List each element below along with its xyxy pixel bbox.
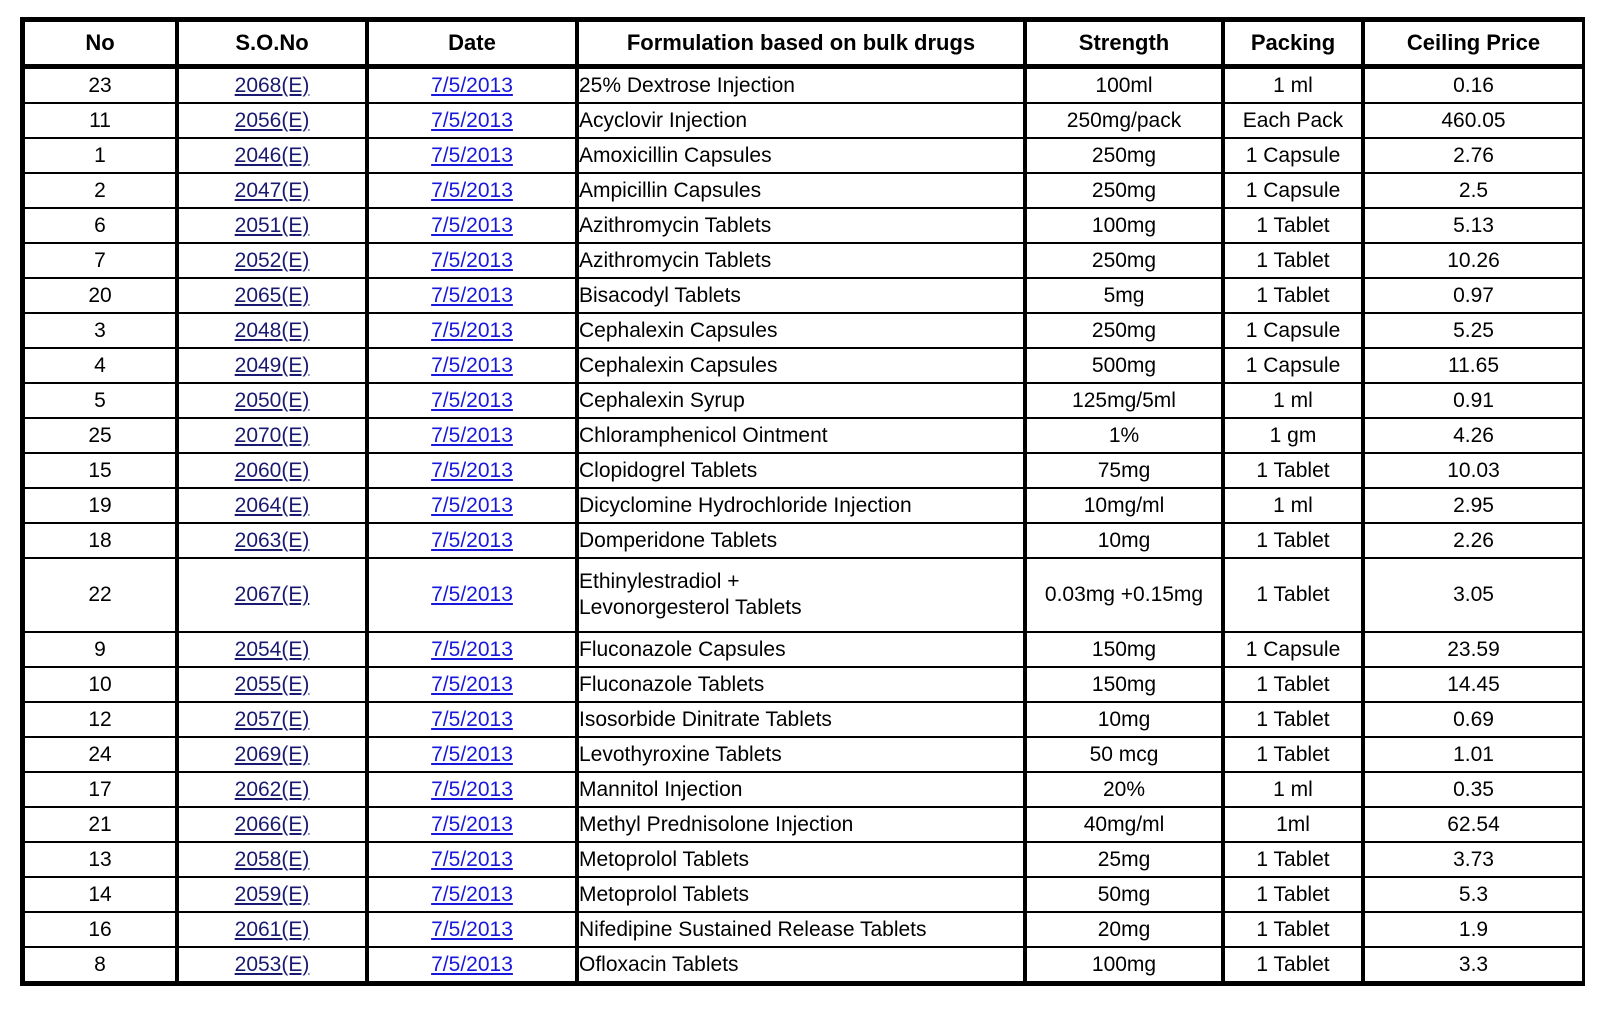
cell-sono[interactable] xyxy=(177,348,367,383)
cell-no: 3 xyxy=(25,313,177,348)
cell-formulation: Cephalexin Capsules xyxy=(577,313,1025,348)
cell-ceiling-price: 23.59 xyxy=(1363,632,1582,667)
cell-packing: 1 Tablet xyxy=(1223,278,1363,313)
sono-link[interactable]: 2070(E) xyxy=(234,423,310,447)
sono-link[interactable]: 2058(E) xyxy=(234,847,310,871)
cell-formulation: Chloramphenicol Ointment xyxy=(577,418,1025,453)
date-link[interactable]: 7/5/2013 xyxy=(431,777,513,801)
table-row xyxy=(25,453,1582,488)
cell-sono[interactable] xyxy=(177,702,367,737)
date-link[interactable]: 7/5/2013 xyxy=(431,143,513,167)
cell-formulation: Domperidone Tablets xyxy=(577,523,1025,558)
date-link[interactable]: 7/5/2013 xyxy=(431,528,513,552)
table-row xyxy=(25,67,1582,104)
cell-no: 14 xyxy=(25,877,177,912)
cell-formulation: Metoprolol Tablets xyxy=(577,877,1025,912)
cell-strength: 250mg xyxy=(1025,173,1223,208)
cell-date[interactable] xyxy=(367,383,577,418)
cell-strength: 250mg xyxy=(1025,313,1223,348)
cell-sono[interactable] xyxy=(177,877,367,912)
cell-packing: 1 Tablet xyxy=(1223,947,1363,981)
cell-date[interactable] xyxy=(367,208,577,243)
table-row xyxy=(25,138,1582,173)
cell-ceiling-price: 5.3 xyxy=(1363,877,1582,912)
table-row xyxy=(25,313,1582,348)
cell-no: 22 xyxy=(25,558,177,632)
cell-no: 1 xyxy=(25,138,177,173)
sono-link[interactable]: 2047(E) xyxy=(234,178,310,202)
sono-link[interactable]: 2069(E) xyxy=(234,742,310,766)
cell-sono[interactable] xyxy=(177,488,367,523)
cell-packing: 1 ml xyxy=(1223,383,1363,418)
cell-formulation: Methyl Prednisolone Injection xyxy=(577,807,1025,842)
cell-no: 11 xyxy=(25,103,177,138)
cell-date[interactable] xyxy=(367,842,577,877)
cell-ceiling-price: 2.5 xyxy=(1363,173,1582,208)
cell-packing: 1 Tablet xyxy=(1223,453,1363,488)
table-row xyxy=(25,807,1582,842)
cell-sono[interactable] xyxy=(177,667,367,702)
table-row xyxy=(25,278,1582,313)
cell-formulation: Nifedipine Sustained Release Tablets xyxy=(577,912,1025,947)
cell-strength: 250mg/pack xyxy=(1025,103,1223,138)
cell-sono[interactable] xyxy=(177,278,367,313)
cell-formulation: Mannitol Injection xyxy=(577,772,1025,807)
cell-no: 19 xyxy=(25,488,177,523)
cell-sono[interactable] xyxy=(177,842,367,877)
cell-packing: 1 Capsule xyxy=(1223,632,1363,667)
cell-packing: 1 ml xyxy=(1223,488,1363,523)
cell-strength: 5mg xyxy=(1025,278,1223,313)
table-row xyxy=(25,558,1582,632)
sono-link[interactable]: 2048(E) xyxy=(234,318,310,342)
date-link[interactable]: 7/5/2013 xyxy=(431,812,513,836)
cell-ceiling-price: 0.91 xyxy=(1363,383,1582,418)
cell-ceiling-price: 460.05 xyxy=(1363,103,1582,138)
cell-ceiling-price: 62.54 xyxy=(1363,807,1582,842)
cell-date[interactable] xyxy=(367,138,577,173)
cell-sono[interactable] xyxy=(177,243,367,278)
cell-strength: 125mg/5ml xyxy=(1025,383,1223,418)
date-link[interactable]: 7/5/2013 xyxy=(431,318,513,342)
column-header-packing[interactable]: Packing xyxy=(1223,22,1363,67)
table-row xyxy=(25,632,1582,667)
date-link[interactable]: 7/5/2013 xyxy=(431,672,513,696)
table-row xyxy=(25,947,1582,981)
cell-ceiling-price: 0.35 xyxy=(1363,772,1582,807)
cell-strength: 150mg xyxy=(1025,632,1223,667)
cell-formulation: Bisacodyl Tablets xyxy=(577,278,1025,313)
ceiling-price-table-container xyxy=(20,17,1585,986)
cell-no: 5 xyxy=(25,383,177,418)
cell-ceiling-price: 11.65 xyxy=(1363,348,1582,383)
cell-sono[interactable] xyxy=(177,313,367,348)
cell-formulation: Amoxicillin Capsules xyxy=(577,138,1025,173)
table-row xyxy=(25,842,1582,877)
table-row xyxy=(25,523,1582,558)
date-link[interactable]: 7/5/2013 xyxy=(431,707,513,731)
date-link[interactable]: 7/5/2013 xyxy=(431,73,513,97)
date-link[interactable]: 7/5/2013 xyxy=(431,178,513,202)
cell-date[interactable] xyxy=(367,173,577,208)
table-row xyxy=(25,912,1582,947)
cell-date[interactable] xyxy=(367,667,577,702)
cell-date[interactable] xyxy=(367,278,577,313)
cell-formulation: Isosorbide Dinitrate Tablets xyxy=(577,702,1025,737)
cell-formulation: Cephalexin Syrup xyxy=(577,383,1025,418)
sono-link[interactable]: 2053(E) xyxy=(234,952,310,976)
table-row xyxy=(25,418,1582,453)
cell-no: 16 xyxy=(25,912,177,947)
table-header xyxy=(25,22,1582,67)
cell-sono[interactable] xyxy=(177,418,367,453)
cell-no: 8 xyxy=(25,947,177,981)
table-row xyxy=(25,208,1582,243)
cell-date[interactable] xyxy=(367,737,577,772)
cell-no: 9 xyxy=(25,632,177,667)
cell-ceiling-price: 2.76 xyxy=(1363,138,1582,173)
sono-link[interactable]: 2063(E) xyxy=(234,528,310,552)
cell-formulation xyxy=(577,558,1025,632)
cell-sono[interactable] xyxy=(177,632,367,667)
cell-strength: 25mg xyxy=(1025,842,1223,877)
cell-date[interactable] xyxy=(367,418,577,453)
sono-link[interactable]: 2051(E) xyxy=(234,213,310,237)
cell-formulation: Ampicillin Capsules xyxy=(577,173,1025,208)
cell-strength: 250mg xyxy=(1025,138,1223,173)
cell-date[interactable] xyxy=(367,488,577,523)
cell-packing: 1 ml xyxy=(1223,67,1363,104)
cell-strength: 10mg xyxy=(1025,702,1223,737)
cell-strength: 40mg/ml xyxy=(1025,807,1223,842)
cell-ceiling-price: 3.3 xyxy=(1363,947,1582,981)
cell-date[interactable] xyxy=(367,702,577,737)
table-body xyxy=(25,67,1582,982)
cell-packing: 1 Tablet xyxy=(1223,702,1363,737)
date-link[interactable]: 7/5/2013 xyxy=(431,458,513,482)
cell-no: 23 xyxy=(25,67,177,104)
date-link[interactable]: 7/5/2013 xyxy=(431,283,513,307)
date-link[interactable]: 7/5/2013 xyxy=(431,353,513,377)
cell-formulation: Fluconazole Capsules xyxy=(577,632,1025,667)
cell-sono[interactable] xyxy=(177,912,367,947)
cell-sono[interactable] xyxy=(177,173,367,208)
cell-strength: 75mg xyxy=(1025,453,1223,488)
table-row xyxy=(25,173,1582,208)
cell-packing: 1 Capsule xyxy=(1223,348,1363,383)
sono-link[interactable]: 2052(E) xyxy=(234,248,310,272)
formulation-line-2: Levonorgesterol Tablets xyxy=(579,596,802,619)
column-header-ceiling-price[interactable]: Ceiling Price xyxy=(1363,22,1582,67)
table-row xyxy=(25,383,1582,418)
cell-strength: 250mg xyxy=(1025,243,1223,278)
cell-ceiling-price: 0.69 xyxy=(1363,702,1582,737)
date-link[interactable]: 7/5/2013 xyxy=(431,423,513,447)
cell-strength: 10mg xyxy=(1025,523,1223,558)
table-row xyxy=(25,702,1582,737)
cell-packing: 1 Capsule xyxy=(1223,173,1363,208)
sono-link[interactable]: 2049(E) xyxy=(234,353,310,377)
cell-sono[interactable] xyxy=(177,103,367,138)
column-header-date[interactable]: Date xyxy=(367,22,577,67)
cell-sono[interactable] xyxy=(177,523,367,558)
cell-no: 2 xyxy=(25,173,177,208)
cell-date[interactable] xyxy=(367,772,577,807)
sono-link[interactable]: 2046(E) xyxy=(234,143,310,167)
cell-no: 24 xyxy=(25,737,177,772)
cell-ceiling-price: 1.9 xyxy=(1363,912,1582,947)
cell-date[interactable] xyxy=(367,912,577,947)
table-row xyxy=(25,243,1582,278)
cell-sono[interactable] xyxy=(177,453,367,488)
table-row xyxy=(25,348,1582,383)
cell-sono[interactable] xyxy=(177,558,367,632)
cell-strength: 100ml xyxy=(1025,67,1223,104)
sono-link[interactable]: 2062(E) xyxy=(234,777,310,801)
cell-packing: 1 Capsule xyxy=(1223,138,1363,173)
cell-formulation: Azithromycin Tablets xyxy=(577,243,1025,278)
column-header-no[interactable]: No xyxy=(25,22,177,67)
cell-ceiling-price: 3.05 xyxy=(1363,558,1582,632)
cell-date[interactable] xyxy=(367,243,577,278)
table-row xyxy=(25,667,1582,702)
cell-ceiling-price: 5.13 xyxy=(1363,208,1582,243)
sono-link[interactable]: 2059(E) xyxy=(234,882,310,906)
cell-no: 10 xyxy=(25,667,177,702)
cell-formulation: Fluconazole Tablets xyxy=(577,667,1025,702)
table-row xyxy=(25,877,1582,912)
cell-sono[interactable] xyxy=(177,138,367,173)
cell-no: 4 xyxy=(25,348,177,383)
table-row xyxy=(25,488,1582,523)
cell-date[interactable] xyxy=(367,807,577,842)
cell-packing: 1 Tablet xyxy=(1223,737,1363,772)
cell-strength: 1% xyxy=(1025,418,1223,453)
sono-link[interactable]: 2067(E) xyxy=(234,583,310,606)
cell-no: 18 xyxy=(25,523,177,558)
column-header-sono[interactable]: S.O.No xyxy=(177,22,367,67)
cell-date[interactable] xyxy=(367,103,577,138)
cell-strength: 10mg/ml xyxy=(1025,488,1223,523)
cell-no: 25 xyxy=(25,418,177,453)
cell-strength: 100mg xyxy=(1025,947,1223,981)
cell-formulation: Ofloxacin Tablets xyxy=(577,947,1025,981)
cell-formulation: Dicyclomine Hydrochloride Injection xyxy=(577,488,1025,523)
column-header-formulation[interactable]: Formulation based on bulk drugs xyxy=(577,22,1025,67)
cell-packing: 1 Tablet xyxy=(1223,842,1363,877)
cell-ceiling-price: 10.03 xyxy=(1363,453,1582,488)
cell-strength: 150mg xyxy=(1025,667,1223,702)
cell-packing: 1 Tablet xyxy=(1223,877,1363,912)
cell-date[interactable] xyxy=(367,632,577,667)
cell-date[interactable] xyxy=(367,453,577,488)
cell-packing: 1 Tablet xyxy=(1223,667,1363,702)
sono-link[interactable]: 2060(E) xyxy=(234,458,310,482)
cell-no: 13 xyxy=(25,842,177,877)
cell-packing: 1ml xyxy=(1223,807,1363,842)
cell-no: 7 xyxy=(25,243,177,278)
cell-strength: 50mg xyxy=(1025,877,1223,912)
cell-packing: 1 Tablet xyxy=(1223,558,1363,632)
cell-strength: 20mg xyxy=(1025,912,1223,947)
cell-sono[interactable] xyxy=(177,737,367,772)
cell-no: 6 xyxy=(25,208,177,243)
cell-packing: 1 ml xyxy=(1223,772,1363,807)
cell-packing: 1 Tablet xyxy=(1223,912,1363,947)
date-link[interactable]: 7/5/2013 xyxy=(431,493,513,517)
cell-formulation: 25% Dextrose Injection xyxy=(577,67,1025,104)
cell-ceiling-price: 10.26 xyxy=(1363,243,1582,278)
cell-packing: 1 Tablet xyxy=(1223,523,1363,558)
cell-ceiling-price: 2.26 xyxy=(1363,523,1582,558)
cell-ceiling-price: 0.16 xyxy=(1363,67,1582,104)
cell-formulation: Levothyroxine Tablets xyxy=(577,737,1025,772)
cell-strength: 500mg xyxy=(1025,348,1223,383)
cell-formulation: Acyclovir Injection xyxy=(577,103,1025,138)
cell-packing: 1 Tablet xyxy=(1223,208,1363,243)
sono-link[interactable]: 2057(E) xyxy=(234,707,310,731)
sono-link[interactable]: 2050(E) xyxy=(234,388,310,412)
date-link[interactable]: 7/5/2013 xyxy=(431,637,513,661)
column-header-strength[interactable]: Strength xyxy=(1025,22,1223,67)
date-link[interactable]: 7/5/2013 xyxy=(431,388,513,412)
sono-link[interactable]: 2054(E) xyxy=(234,637,310,661)
cell-date[interactable] xyxy=(367,313,577,348)
date-link[interactable]: 7/5/2013 xyxy=(431,213,513,237)
date-link[interactable]: 7/5/2013 xyxy=(431,108,513,132)
cell-ceiling-price: 2.95 xyxy=(1363,488,1582,523)
ceiling-price-table xyxy=(25,22,1582,981)
cell-formulation: Cephalexin Capsules xyxy=(577,348,1025,383)
cell-sono[interactable] xyxy=(177,772,367,807)
cell-sono[interactable] xyxy=(177,947,367,981)
cell-date[interactable] xyxy=(367,877,577,912)
date-link[interactable]: 7/5/2013 xyxy=(431,917,513,941)
date-link[interactable]: 7/5/2013 xyxy=(431,882,513,906)
date-link[interactable]: 7/5/2013 xyxy=(431,248,513,272)
table-row xyxy=(25,737,1582,772)
cell-packing: 1 gm xyxy=(1223,418,1363,453)
cell-sono[interactable] xyxy=(177,208,367,243)
sono-link[interactable]: 2056(E) xyxy=(234,108,310,132)
cell-ceiling-price: 14.45 xyxy=(1363,667,1582,702)
cell-sono[interactable] xyxy=(177,67,367,104)
cell-no: 20 xyxy=(25,278,177,313)
cell-ceiling-price: 1.01 xyxy=(1363,737,1582,772)
cell-date[interactable] xyxy=(367,947,577,981)
date-link[interactable]: 7/5/2013 xyxy=(431,742,513,766)
cell-no: 21 xyxy=(25,807,177,842)
cell-date[interactable] xyxy=(367,523,577,558)
cell-ceiling-price: 0.97 xyxy=(1363,278,1582,313)
cell-no: 15 xyxy=(25,453,177,488)
cell-sono[interactable] xyxy=(177,807,367,842)
sono-link[interactable]: 2066(E) xyxy=(234,812,310,836)
cell-no: 12 xyxy=(25,702,177,737)
cell-no: 17 xyxy=(25,772,177,807)
cell-sono[interactable] xyxy=(177,383,367,418)
sono-link[interactable]: 2064(E) xyxy=(234,493,310,517)
cell-strength: 50 mcg xyxy=(1025,737,1223,772)
cell-packing: 1 Tablet xyxy=(1223,243,1363,278)
table-row xyxy=(25,103,1582,138)
cell-packing: 1 Capsule xyxy=(1223,313,1363,348)
cell-formulation: Metoprolol Tablets xyxy=(577,842,1025,877)
sono-link[interactable]: 2061(E) xyxy=(234,917,310,941)
cell-formulation: Azithromycin Tablets xyxy=(577,208,1025,243)
cell-strength: 20% xyxy=(1025,772,1223,807)
sono-link[interactable]: 2065(E) xyxy=(234,283,310,307)
cell-ceiling-price: 4.26 xyxy=(1363,418,1582,453)
table-row xyxy=(25,772,1582,807)
formulation-line-1: Ethinylestradiol + xyxy=(579,570,740,594)
cell-date[interactable] xyxy=(367,558,577,632)
cell-date[interactable] xyxy=(367,348,577,383)
date-link[interactable]: 7/5/2013 xyxy=(431,847,513,871)
date-link[interactable]: 7/5/2013 xyxy=(431,952,513,976)
cell-date[interactable] xyxy=(367,67,577,104)
cell-formulation: Clopidogrel Tablets xyxy=(577,453,1025,488)
cell-ceiling-price: 3.73 xyxy=(1363,842,1582,877)
table-header-row xyxy=(25,22,1582,67)
sono-link[interactable]: 2068(E) xyxy=(234,73,310,97)
date-link[interactable]: 7/5/2013 xyxy=(431,583,513,606)
cell-strength: 0.03mg +0.15mg xyxy=(1025,558,1223,632)
cell-packing: Each Pack xyxy=(1223,103,1363,138)
cell-strength: 100mg xyxy=(1025,208,1223,243)
sono-link[interactable]: 2055(E) xyxy=(234,672,310,696)
cell-ceiling-price: 5.25 xyxy=(1363,313,1582,348)
